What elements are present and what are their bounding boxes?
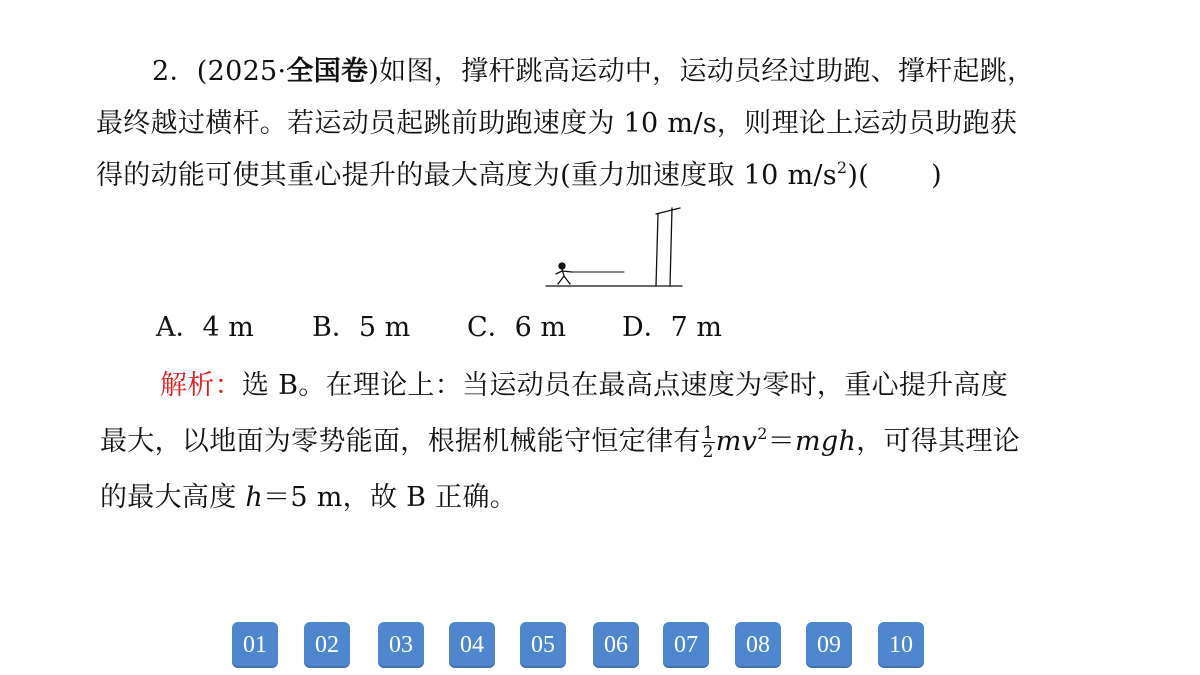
- option-b[interactable]: B．5 m: [312, 312, 411, 343]
- question: [96, 46, 1096, 202]
- option-a[interactable]: A．4 m: [156, 312, 254, 343]
- page-button-07[interactable]: 07: [663, 622, 709, 668]
- analysis-line-2: 最大，以地面为零势能面，根据机械能守恒定律有 $\frac{1}{2}$ $mv^2=mgh$，可得其理论: [100, 423, 1020, 462]
- analysis-line-3: 的最大高度 h＝5 m，故 B 正确。: [100, 482, 518, 513]
- analysis-label: 解析：: [160, 370, 242, 401]
- question-line-2: 最终越过横杆。若运动员起跳前助跑速度为 10 m/s，则理论上运动员助跑获: [96, 108, 1018, 139]
- option-d[interactable]: D．7 m: [622, 312, 723, 343]
- right-upright: [670, 208, 672, 286]
- question-pager: [232, 622, 932, 670]
- page-button-10[interactable]: 10: [878, 622, 924, 668]
- page-button-08[interactable]: 08: [735, 622, 781, 668]
- question-line-1: 2．(2025·全国卷)如图，撑杆跳高运动中，运动员经过助跑、撑杆起跳，: [152, 56, 1035, 87]
- fraction-one-half: $\frac{1}{2}$: [702, 423, 714, 462]
- page-button-02[interactable]: 02: [304, 622, 350, 668]
- page-button-06[interactable]: 06: [593, 622, 639, 668]
- question-number: 2．: [152, 56, 197, 87]
- athlete-icon: [556, 263, 572, 284]
- page-button-03[interactable]: 03: [378, 622, 424, 668]
- analysis-line-1: 解析：选 B。在理论上：当运动员在最高点速度为零时，重心提升高度: [160, 370, 1009, 401]
- page-button-05[interactable]: 05: [520, 622, 566, 668]
- crossbar: [656, 208, 680, 214]
- page-button-09[interactable]: 09: [806, 622, 852, 668]
- option-c[interactable]: C．6 m: [467, 312, 567, 343]
- page-button-04[interactable]: 04: [449, 622, 495, 668]
- question-source: 全国卷: [286, 56, 369, 87]
- left-upright: [656, 214, 658, 286]
- question-line-3: 得的动能可使其重心提升的最大高度为(重力加速度取 10 $m/s^2$)( ): [96, 158, 942, 191]
- analysis: [100, 358, 1100, 526]
- page-button-01[interactable]: 01: [232, 622, 278, 668]
- pole-vault-figure: [544, 204, 684, 290]
